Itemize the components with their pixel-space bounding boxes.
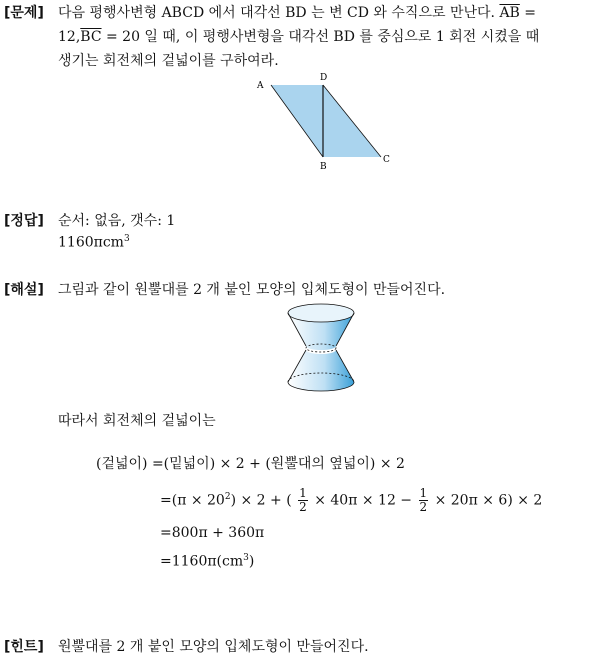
eq2-sup: 2: [224, 492, 231, 502]
eq2-part-b: ) × 2 + (: [230, 492, 292, 509]
fraction-1-numerator: 1: [299, 486, 307, 501]
parallelogram-figure: [255, 70, 395, 175]
double-frustum-figure: [280, 300, 364, 400]
top-base: [288, 304, 354, 322]
fraction-half-2: [419, 487, 429, 514]
lower-frustum-side: [288, 350, 354, 391]
problem-text-1: 다음 평행사변형 ABCD 에서 대각선 BD 는 변 CD 와 수직으로 만난다.: [58, 5, 495, 21]
fraction-2-numerator: 1: [419, 486, 428, 501]
equation-1: (겉넓이) =(밑넓이) × 2 + (원뿔대의 옆넓이) × 2: [96, 456, 405, 472]
hint-label: [힌트]: [4, 639, 44, 655]
eq4-part-b: ): [248, 553, 255, 570]
eq4-sup: 3: [243, 553, 249, 563]
problem-text-2-rest: = 20 일 때, 이 평행사변형을 대각선 BD 를 중심으로 1 회전 시켰을 때: [101, 29, 540, 45]
problem-text-2-start: 12,: [58, 29, 81, 45]
label-c: C: [383, 155, 390, 165]
hint-line-1: 원뿔대를 2 개 붙인 모양의 입체도형이 만들어진다.: [58, 639, 369, 655]
label-d: D: [320, 73, 328, 83]
solution-line-2: 따라서 회전체의 겉넓이는: [58, 413, 216, 429]
segment-bc: $\overline{BC}$: [80, 29, 102, 45]
fraction-1-denominator: 2: [299, 500, 307, 515]
eq2-part-d: × 20π × 6) × 2: [434, 492, 543, 509]
eq2-part-c: × 40π × 12 −: [314, 492, 413, 509]
label-b: B: [320, 162, 327, 172]
label-a: A: [257, 81, 264, 91]
problem-label: [문제]: [4, 5, 44, 21]
equation-4: [160, 553, 254, 570]
problem-line-2: [58, 26, 539, 46]
solution-label: [해설]: [4, 282, 44, 298]
answer-value: [58, 234, 130, 251]
segment-ab: $\overline{AB}$: [499, 5, 520, 21]
answer-label: [정답]: [4, 213, 44, 229]
problem-line-3: 생기는 회전체의 겉넓이를 구하여라.: [58, 53, 279, 69]
problem-line-1: [58, 2, 536, 22]
eq4-part-a: =1160π(cm: [160, 553, 244, 570]
problem-text-1-end: =: [519, 5, 537, 21]
parallelogram-fill: [271, 85, 381, 157]
answer-line-1: 순서: 없음, 갯수: 1: [58, 213, 176, 229]
solution-line-1: 그림과 같이 원뿔대를 2 개 붙인 모양의 입체도형이 만들어진다.: [58, 282, 446, 298]
eq2-part-a: =(π × 20: [160, 492, 225, 509]
answer-value-text: 1160πcm: [58, 234, 124, 251]
equation-2: [160, 480, 542, 514]
equation-3: =800π + 360π: [160, 525, 265, 541]
answer-value-sup: 3: [123, 234, 130, 244]
fraction-half-1: [298, 487, 308, 514]
fraction-2-denominator: 2: [419, 500, 428, 515]
